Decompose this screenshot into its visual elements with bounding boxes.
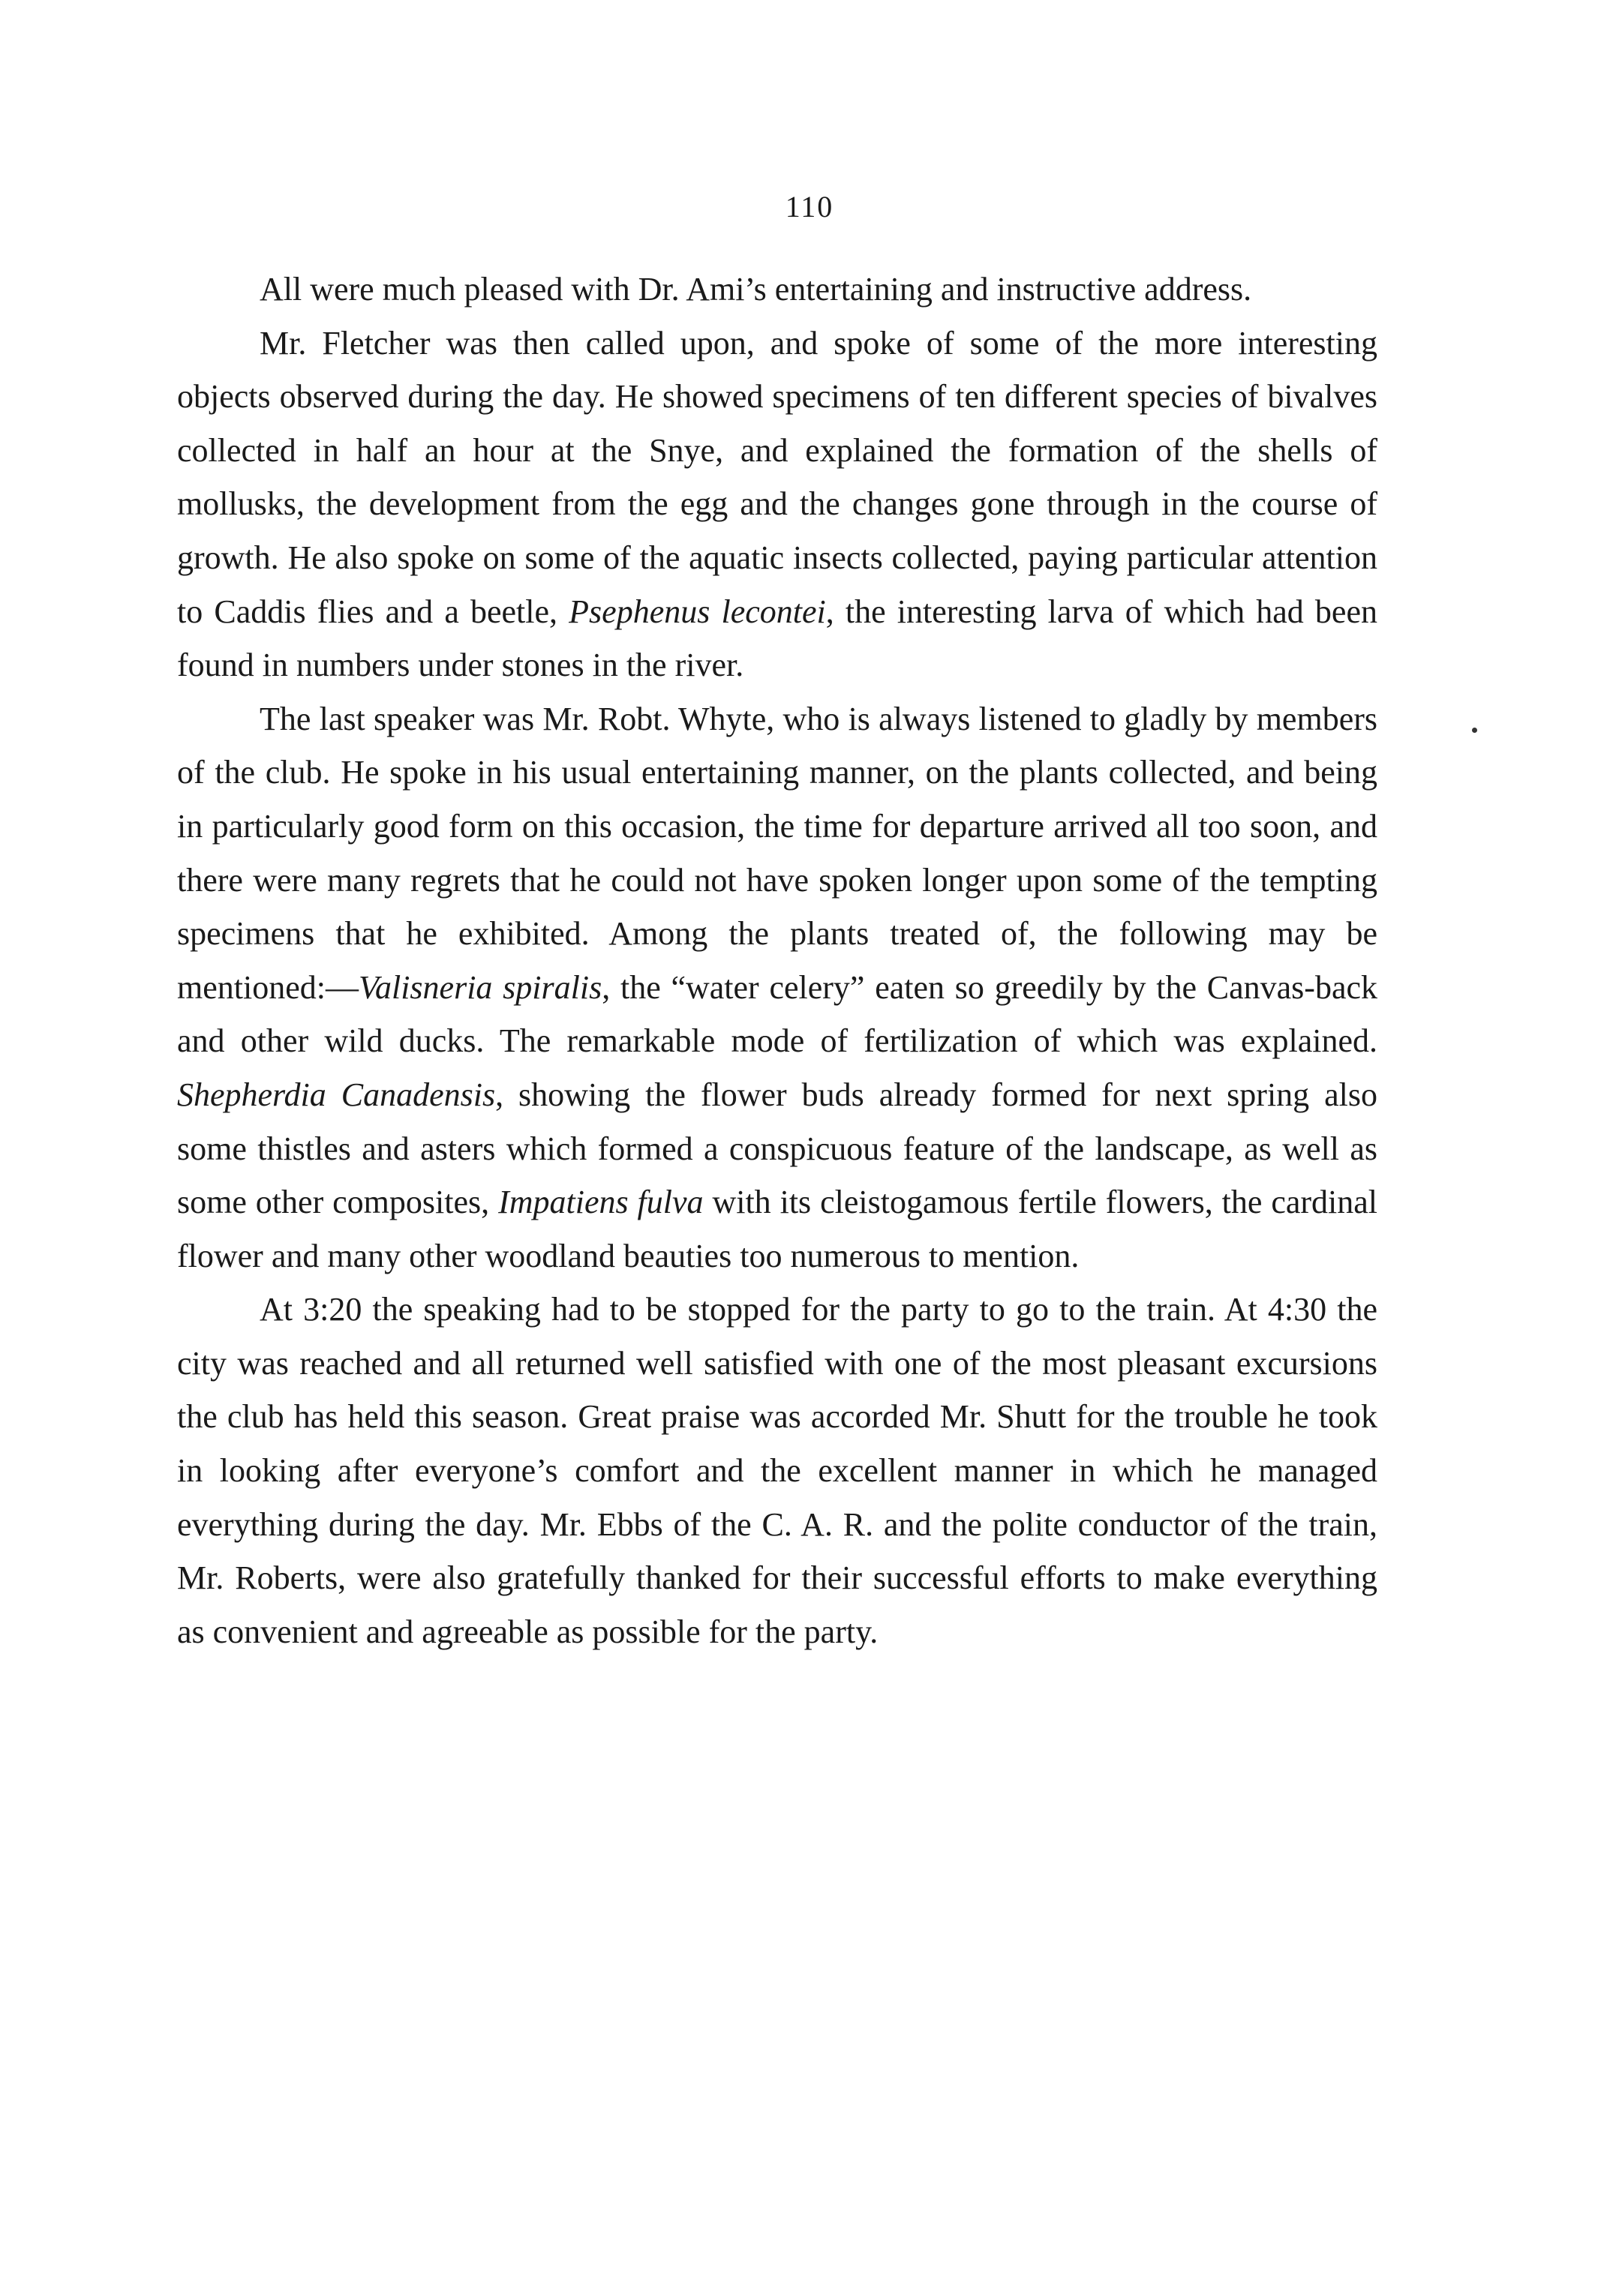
paragraph-4 bbox=[177, 1283, 1377, 1658]
text-run: Mr. Fletcher was then called upon, and spoke of some of the more interesting objects observed during the day. He showed specimens of ten different species of bivalves collected in half an hour at the Snye, and explained the formation of the shells of mollusks, the development from the egg and the changes gone through in the course of growth. He also spoke on some of the aquatic insects collected, paying particular attention to Caddis flies and a beetle, bbox=[177, 324, 1377, 630]
paragraph-1 bbox=[177, 263, 1377, 317]
italic-species-name: Impatiens fulva bbox=[498, 1184, 704, 1221]
stray-ink-mark bbox=[1472, 728, 1477, 733]
text-run: The last speaker was Mr. Robt. Whyte, who is always listened to gladly by members of the club. He spoke in his usual entertaining manner, on the plants collected, and being in particularly good form on this occasion, the time for departure arrived all too soon, and there were many regrets that he could not have spoken longer upon some of the tempting specimens that he exhibited. Among the plants treated of, the following may be mentioned:— bbox=[177, 700, 1377, 1006]
text-run: All were much pleased with Dr. Ami’s entertaining and instructive address. bbox=[260, 271, 1252, 308]
text-run: with its cleistogamous fertile flowers, the cardinal flower and many other woodland beauties too numerous to mention. bbox=[177, 1184, 1378, 1274]
text-run: , the “water celery” eaten so greedily by the Canvas-back and other wild ducks. The remarkable mode of fertilization of which was explained. bbox=[177, 968, 1378, 1060]
italic-species-name: Psephenus lecontei bbox=[569, 593, 826, 630]
italic-species-name: Shepherdia Canadensis bbox=[177, 1076, 496, 1113]
text-run: At 3:20 the speaking had to be stopped for the party to go to the train. At 4:30 the city was reached and all returned well satisfied with one of the most pleasant excursions the club has held this season. Great praise was accorded Mr. Shutt for the trouble he took in looking after everyone’s comfort and the excellent manner in which he managed everything during the day. Mr. Ebbs of the C. A. R. and the polite conductor of the train, Mr. Roberts, were also gratefully thanked for their successful efforts to make everything as convenient and agreeable as possible for the party. bbox=[177, 1291, 1377, 1650]
paragraph-2 bbox=[177, 317, 1377, 692]
body-text bbox=[177, 263, 1377, 1658]
paragraph-3 bbox=[177, 692, 1377, 1283]
text-run: , showing the flower buds already formed for next spring also some thistles and asters which formed a conspicuous feature of the landscape, as well as some other composites, bbox=[177, 1076, 1378, 1221]
italic-species-name: Valisneria spiralis bbox=[358, 968, 602, 1006]
page-number: 110 bbox=[785, 190, 834, 224]
text-run: , the interesting larva of which had been found in numbers under stones in the river. bbox=[177, 593, 1377, 684]
